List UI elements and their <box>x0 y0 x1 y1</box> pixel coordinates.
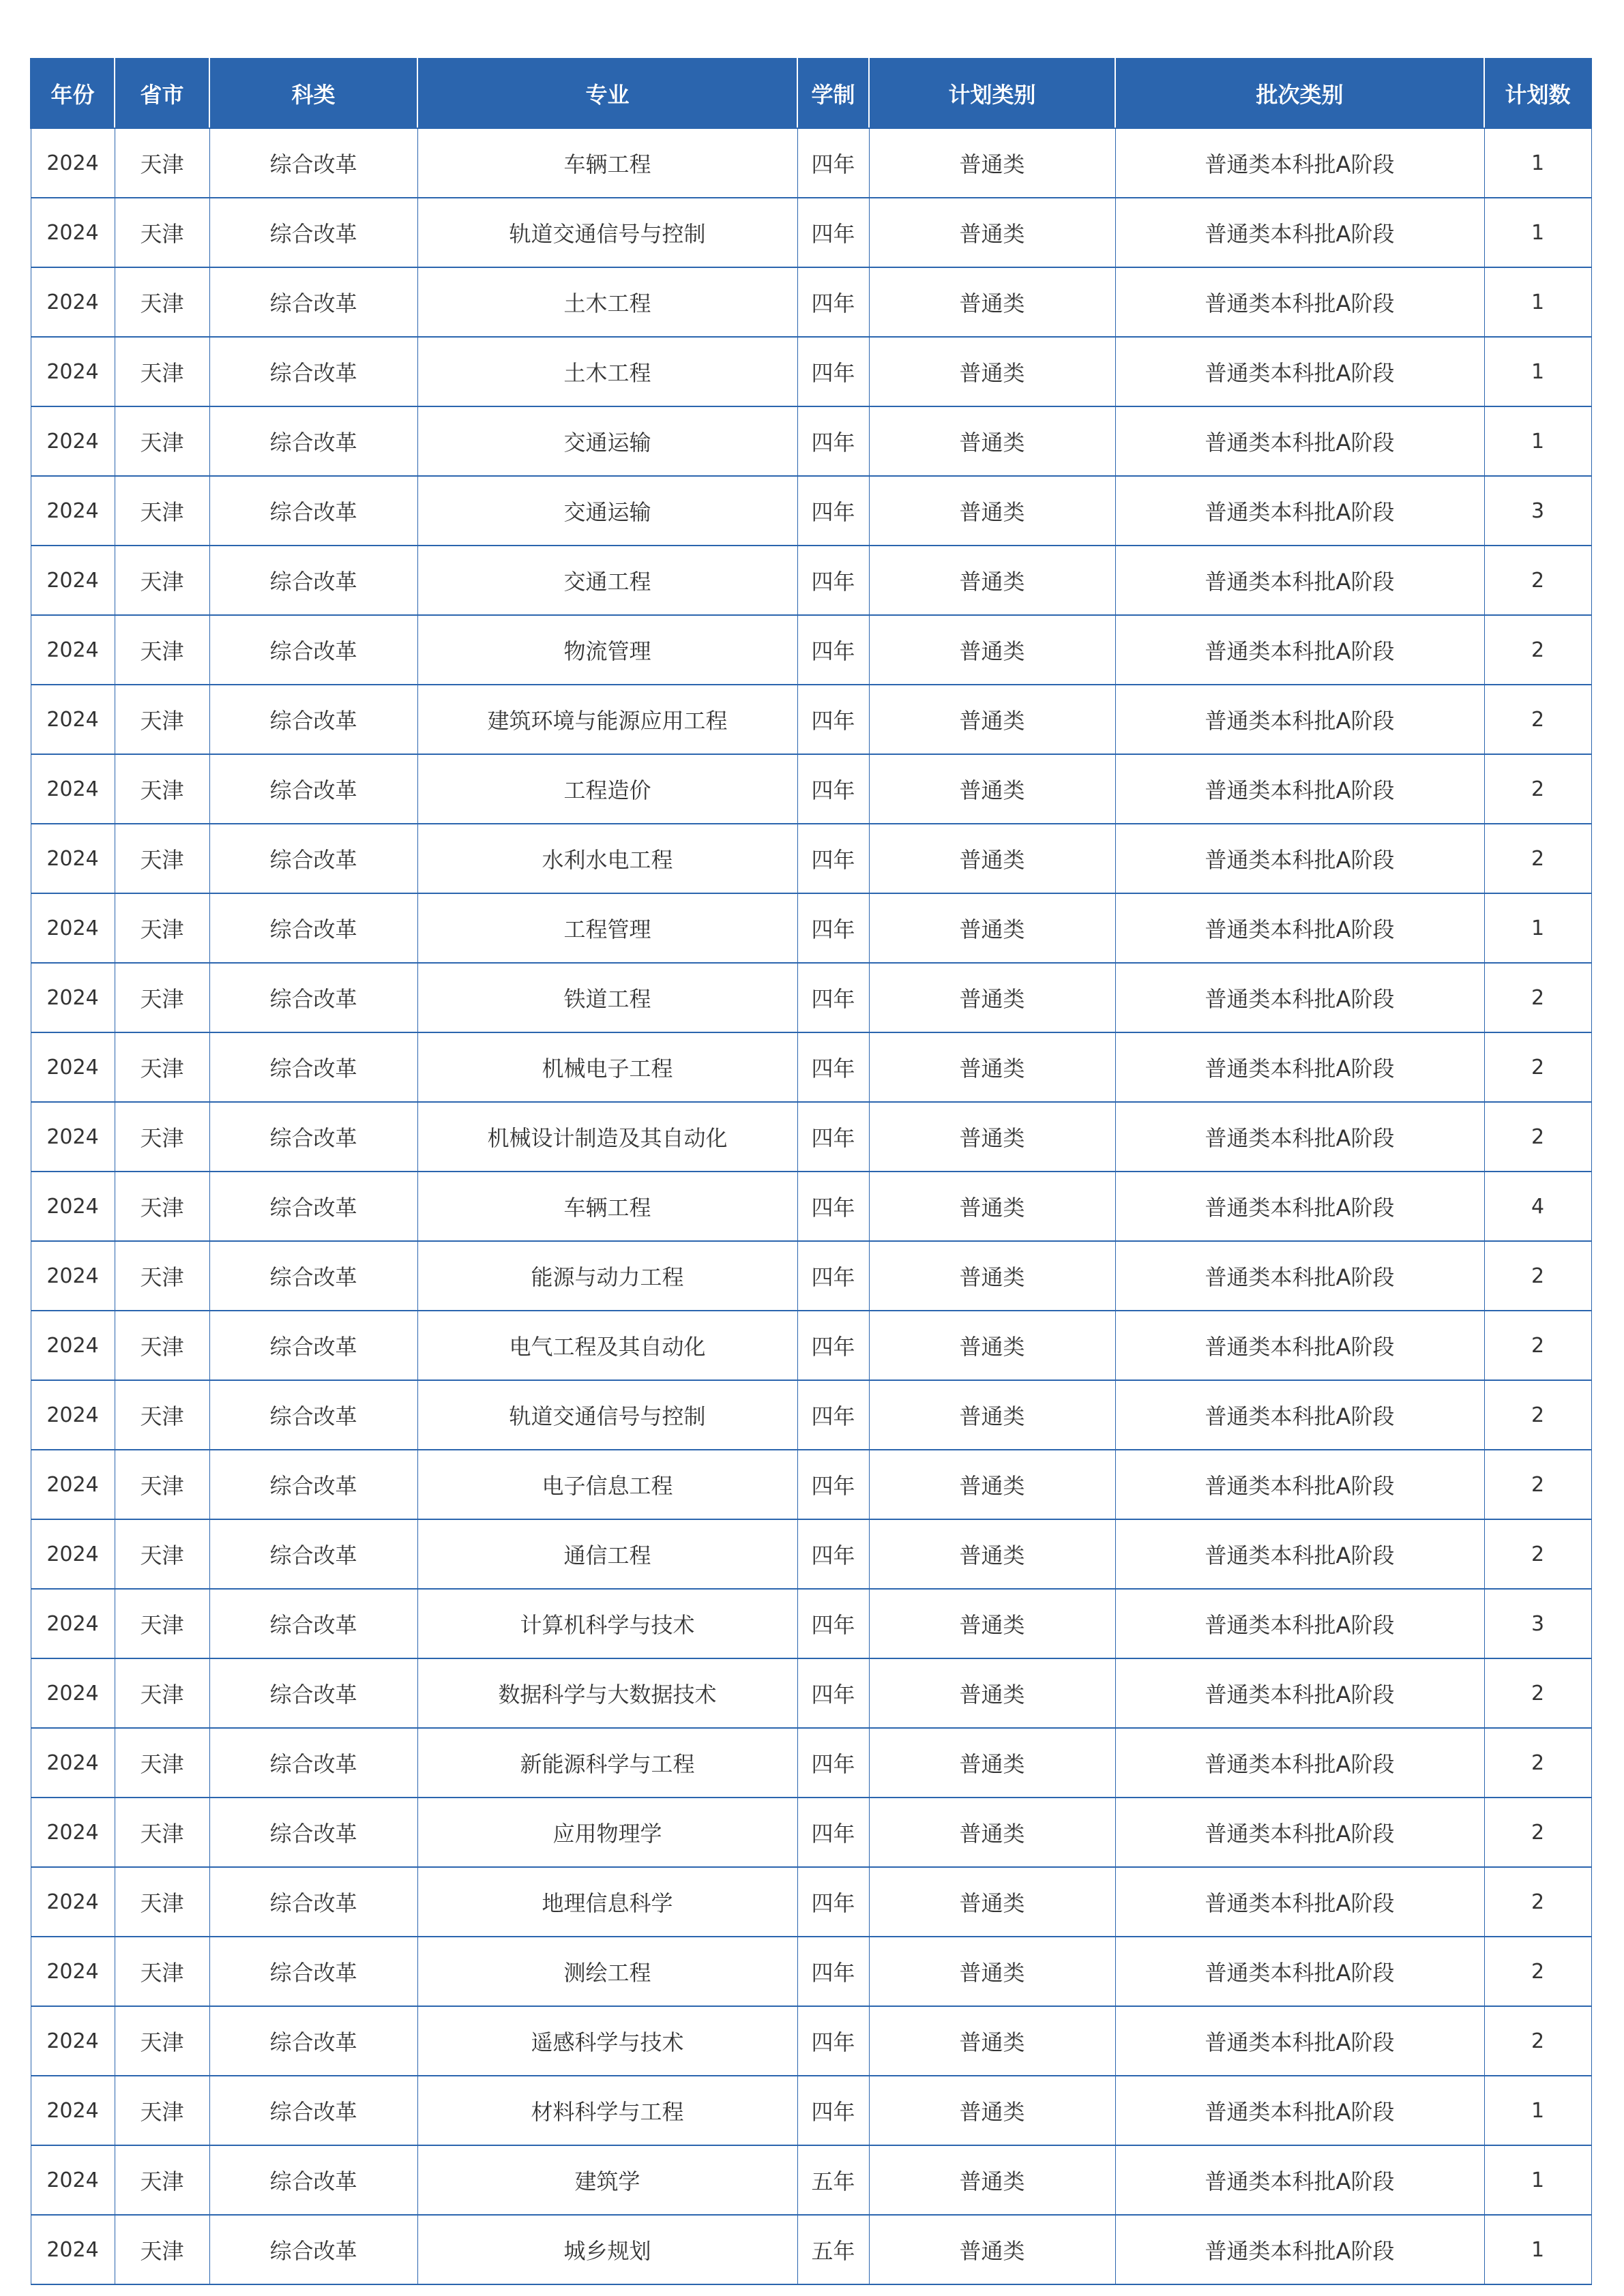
column-header-duration: 学制 <box>797 59 869 128</box>
cell-major: 测绘工程 <box>417 1937 797 2006</box>
cell-province: 天津 <box>115 1798 209 1867</box>
cell-duration: 五年 <box>797 2145 869 2215</box>
cell-subject-type: 综合改革 <box>209 2215 417 2284</box>
cell-major: 电子信息工程 <box>417 1450 797 1519</box>
cell-subject-type: 综合改革 <box>209 267 417 337</box>
cell-plan-type: 普通类 <box>869 2215 1115 2284</box>
cell-plan-count: 1 <box>1484 406 1591 476</box>
table-row <box>31 1311 1591 1380</box>
cell-year: 2024 <box>31 615 115 685</box>
cell-plan-type: 普通类 <box>869 1798 1115 1867</box>
table-row <box>31 1172 1591 1241</box>
cell-batch-type: 普通类本科批A阶段 <box>1115 1867 1484 1937</box>
cell-duration: 四年 <box>797 1102 869 1172</box>
cell-province: 天津 <box>115 128 209 198</box>
cell-plan-count: 2 <box>1484 1519 1591 1589</box>
cell-province: 天津 <box>115 1589 209 1658</box>
cell-duration: 四年 <box>797 1380 869 1450</box>
cell-plan-type: 普通类 <box>869 1450 1115 1519</box>
cell-year: 2024 <box>31 128 115 198</box>
cell-year: 2024 <box>31 1172 115 1241</box>
cell-subject-type: 综合改革 <box>209 1519 417 1589</box>
cell-plan-count: 1 <box>1484 2145 1591 2215</box>
cell-major: 电气工程及其自动化 <box>417 1311 797 1380</box>
cell-plan-type: 普通类 <box>869 963 1115 1032</box>
cell-major: 交通运输 <box>417 406 797 476</box>
cell-duration: 四年 <box>797 615 869 685</box>
cell-province: 天津 <box>115 1519 209 1589</box>
cell-province: 天津 <box>115 824 209 893</box>
cell-duration: 四年 <box>797 1589 869 1658</box>
cell-batch-type: 普通类本科批A阶段 <box>1115 1032 1484 1102</box>
cell-duration: 四年 <box>797 1798 869 1867</box>
cell-year: 2024 <box>31 546 115 615</box>
cell-subject-type: 综合改革 <box>209 963 417 1032</box>
cell-subject-type: 综合改革 <box>209 1241 417 1311</box>
cell-province: 天津 <box>115 1241 209 1311</box>
cell-duration: 四年 <box>797 1241 869 1311</box>
cell-duration: 四年 <box>797 1172 869 1241</box>
cell-plan-type: 普通类 <box>869 893 1115 963</box>
cell-batch-type: 普通类本科批A阶段 <box>1115 685 1484 754</box>
table-row <box>31 406 1591 476</box>
cell-subject-type: 综合改革 <box>209 2006 417 2076</box>
cell-province: 天津 <box>115 267 209 337</box>
cell-plan-count: 4 <box>1484 1172 1591 1241</box>
cell-plan-count: 2 <box>1484 1102 1591 1172</box>
cell-subject-type: 综合改革 <box>209 1937 417 2006</box>
cell-province: 天津 <box>115 963 209 1032</box>
cell-year: 2024 <box>31 1867 115 1937</box>
table-row <box>31 2215 1591 2284</box>
cell-year: 2024 <box>31 1589 115 1658</box>
cell-plan-count: 1 <box>1484 128 1591 198</box>
cell-plan-type: 普通类 <box>869 198 1115 267</box>
cell-plan-count: 2 <box>1484 1450 1591 1519</box>
table-row <box>31 1380 1591 1450</box>
cell-batch-type: 普通类本科批A阶段 <box>1115 476 1484 546</box>
cell-batch-type: 普通类本科批A阶段 <box>1115 1728 1484 1798</box>
cell-province: 天津 <box>115 615 209 685</box>
cell-subject-type: 综合改革 <box>209 685 417 754</box>
cell-subject-type: 综合改革 <box>209 406 417 476</box>
table-row <box>31 824 1591 893</box>
cell-batch-type: 普通类本科批A阶段 <box>1115 1798 1484 1867</box>
cell-year: 2024 <box>31 1658 115 1728</box>
cell-plan-count: 2 <box>1484 963 1591 1032</box>
cell-plan-count: 2 <box>1484 1032 1591 1102</box>
cell-major: 建筑环境与能源应用工程 <box>417 685 797 754</box>
cell-major: 遥感科学与技术 <box>417 2006 797 2076</box>
cell-major: 计算机科学与技术 <box>417 1589 797 1658</box>
cell-year: 2024 <box>31 824 115 893</box>
cell-major: 材料科学与工程 <box>417 2076 797 2145</box>
table-row <box>31 754 1591 824</box>
cell-duration: 五年 <box>797 2215 869 2284</box>
cell-plan-type: 普通类 <box>869 824 1115 893</box>
cell-subject-type: 综合改革 <box>209 1102 417 1172</box>
cell-major: 交通工程 <box>417 546 797 615</box>
table-row <box>31 128 1591 198</box>
cell-subject-type: 综合改革 <box>209 1867 417 1937</box>
cell-year: 2024 <box>31 1519 115 1589</box>
cell-year: 2024 <box>31 1728 115 1798</box>
cell-major: 通信工程 <box>417 1519 797 1589</box>
cell-batch-type: 普通类本科批A阶段 <box>1115 1102 1484 1172</box>
table-row <box>31 2076 1591 2145</box>
column-header-plan-type: 计划类别 <box>869 59 1115 128</box>
cell-major: 物流管理 <box>417 615 797 685</box>
cell-plan-count: 2 <box>1484 1798 1591 1867</box>
cell-batch-type: 普通类本科批A阶段 <box>1115 2076 1484 2145</box>
cell-major: 工程管理 <box>417 893 797 963</box>
cell-subject-type: 综合改革 <box>209 337 417 406</box>
cell-major: 机械设计制造及其自动化 <box>417 1102 797 1172</box>
table-row <box>31 1102 1591 1172</box>
cell-province: 天津 <box>115 893 209 963</box>
cell-province: 天津 <box>115 1380 209 1450</box>
cell-major: 建筑学 <box>417 2145 797 2215</box>
cell-year: 2024 <box>31 1380 115 1450</box>
cell-year: 2024 <box>31 476 115 546</box>
table-row <box>31 1241 1591 1311</box>
cell-major: 工程造价 <box>417 754 797 824</box>
cell-plan-count: 2 <box>1484 1728 1591 1798</box>
cell-plan-type: 普通类 <box>869 1658 1115 1728</box>
cell-duration: 四年 <box>797 2006 869 2076</box>
cell-duration: 四年 <box>797 337 869 406</box>
cell-batch-type: 普通类本科批A阶段 <box>1115 893 1484 963</box>
cell-plan-count: 2 <box>1484 824 1591 893</box>
table-row <box>31 963 1591 1032</box>
cell-batch-type: 普通类本科批A阶段 <box>1115 1450 1484 1519</box>
cell-year: 2024 <box>31 2076 115 2145</box>
cell-province: 天津 <box>115 1172 209 1241</box>
cell-plan-count: 2 <box>1484 1311 1591 1380</box>
cell-duration: 四年 <box>797 963 869 1032</box>
table-row <box>31 893 1591 963</box>
table-row <box>31 1450 1591 1519</box>
cell-batch-type: 普通类本科批A阶段 <box>1115 267 1484 337</box>
cell-year: 2024 <box>31 198 115 267</box>
cell-plan-type: 普通类 <box>869 1380 1115 1450</box>
cell-plan-count: 2 <box>1484 685 1591 754</box>
cell-batch-type: 普通类本科批A阶段 <box>1115 2215 1484 2284</box>
cell-plan-type: 普通类 <box>869 1102 1115 1172</box>
cell-province: 天津 <box>115 476 209 546</box>
cell-year: 2024 <box>31 406 115 476</box>
cell-batch-type: 普通类本科批A阶段 <box>1115 1172 1484 1241</box>
cell-province: 天津 <box>115 546 209 615</box>
cell-major: 车辆工程 <box>417 1172 797 1241</box>
column-header-province: 省市 <box>115 59 209 128</box>
cell-major: 铁道工程 <box>417 963 797 1032</box>
cell-plan-count: 1 <box>1484 2215 1591 2284</box>
cell-duration: 四年 <box>797 128 869 198</box>
cell-duration: 四年 <box>797 685 869 754</box>
table-row <box>31 476 1591 546</box>
cell-batch-type: 普通类本科批A阶段 <box>1115 2145 1484 2215</box>
cell-subject-type: 综合改革 <box>209 1798 417 1867</box>
cell-batch-type: 普通类本科批A阶段 <box>1115 337 1484 406</box>
cell-plan-type: 普通类 <box>869 1589 1115 1658</box>
cell-major: 轨道交通信号与控制 <box>417 1380 797 1450</box>
cell-subject-type: 综合改革 <box>209 615 417 685</box>
cell-province: 天津 <box>115 1450 209 1519</box>
cell-batch-type: 普通类本科批A阶段 <box>1115 1311 1484 1380</box>
cell-province: 天津 <box>115 685 209 754</box>
cell-subject-type: 综合改革 <box>209 2145 417 2215</box>
cell-subject-type: 综合改革 <box>209 1589 417 1658</box>
cell-plan-type: 普通类 <box>869 1519 1115 1589</box>
cell-plan-type: 普通类 <box>869 1867 1115 1937</box>
cell-batch-type: 普通类本科批A阶段 <box>1115 406 1484 476</box>
cell-plan-type: 普通类 <box>869 546 1115 615</box>
cell-batch-type: 普通类本科批A阶段 <box>1115 754 1484 824</box>
cell-year: 2024 <box>31 1311 115 1380</box>
cell-plan-count: 2 <box>1484 2006 1591 2076</box>
cell-province: 天津 <box>115 337 209 406</box>
cell-year: 2024 <box>31 1241 115 1311</box>
cell-year: 2024 <box>31 2145 115 2215</box>
cell-subject-type: 综合改革 <box>209 128 417 198</box>
cell-plan-type: 普通类 <box>869 1311 1115 1380</box>
cell-plan-type: 普通类 <box>869 406 1115 476</box>
cell-province: 天津 <box>115 198 209 267</box>
cell-subject-type: 综合改革 <box>209 476 417 546</box>
cell-plan-type: 普通类 <box>869 1172 1115 1241</box>
column-header-subject-type: 科类 <box>209 59 417 128</box>
cell-subject-type: 综合改革 <box>209 824 417 893</box>
cell-plan-type: 普通类 <box>869 754 1115 824</box>
cell-batch-type: 普通类本科批A阶段 <box>1115 963 1484 1032</box>
cell-plan-count: 2 <box>1484 1658 1591 1728</box>
cell-province: 天津 <box>115 1867 209 1937</box>
cell-major: 数据科学与大数据技术 <box>417 1658 797 1728</box>
table-row <box>31 1937 1591 2006</box>
cell-plan-count: 2 <box>1484 1867 1591 1937</box>
cell-plan-count: 1 <box>1484 267 1591 337</box>
cell-duration: 四年 <box>797 1937 869 2006</box>
cell-year: 2024 <box>31 337 115 406</box>
cell-province: 天津 <box>115 1658 209 1728</box>
cell-plan-count: 1 <box>1484 198 1591 267</box>
table-row <box>31 198 1591 267</box>
cell-major: 土木工程 <box>417 267 797 337</box>
column-header-batch-type: 批次类别 <box>1115 59 1484 128</box>
cell-plan-type: 普通类 <box>869 476 1115 546</box>
cell-plan-type: 普通类 <box>869 1937 1115 2006</box>
cell-subject-type: 综合改革 <box>209 893 417 963</box>
cell-province: 天津 <box>115 1032 209 1102</box>
table-row <box>31 1798 1591 1867</box>
cell-plan-count: 2 <box>1484 754 1591 824</box>
cell-duration: 四年 <box>797 406 869 476</box>
cell-major: 应用物理学 <box>417 1798 797 1867</box>
table-row <box>31 2006 1591 2076</box>
cell-subject-type: 综合改革 <box>209 1032 417 1102</box>
cell-province: 天津 <box>115 2215 209 2284</box>
table-body <box>31 128 1591 2284</box>
cell-major: 地理信息科学 <box>417 1867 797 1937</box>
cell-duration: 四年 <box>797 546 869 615</box>
cell-year: 2024 <box>31 2006 115 2076</box>
cell-subject-type: 综合改革 <box>209 1728 417 1798</box>
cell-major: 土木工程 <box>417 337 797 406</box>
table-row <box>31 337 1591 406</box>
cell-batch-type: 普通类本科批A阶段 <box>1115 615 1484 685</box>
cell-year: 2024 <box>31 685 115 754</box>
cell-plan-count: 2 <box>1484 615 1591 685</box>
cell-major: 交通运输 <box>417 476 797 546</box>
table-row <box>31 546 1591 615</box>
cell-batch-type: 普通类本科批A阶段 <box>1115 1519 1484 1589</box>
cell-batch-type: 普通类本科批A阶段 <box>1115 1658 1484 1728</box>
cell-batch-type: 普通类本科批A阶段 <box>1115 2006 1484 2076</box>
cell-duration: 四年 <box>797 1311 869 1380</box>
cell-plan-count: 1 <box>1484 893 1591 963</box>
cell-year: 2024 <box>31 2215 115 2284</box>
column-header-plan-count: 计划数 <box>1484 59 1591 128</box>
cell-plan-count: 3 <box>1484 476 1591 546</box>
cell-subject-type: 综合改革 <box>209 1380 417 1450</box>
cell-duration: 四年 <box>797 267 869 337</box>
cell-province: 天津 <box>115 2145 209 2215</box>
cell-plan-count: 1 <box>1484 337 1591 406</box>
cell-plan-type: 普通类 <box>869 615 1115 685</box>
cell-major: 水利水电工程 <box>417 824 797 893</box>
cell-subject-type: 综合改革 <box>209 1172 417 1241</box>
cell-province: 天津 <box>115 1311 209 1380</box>
cell-batch-type: 普通类本科批A阶段 <box>1115 198 1484 267</box>
table-row <box>31 267 1591 337</box>
column-header-year: 年份 <box>31 59 115 128</box>
cell-major: 能源与动力工程 <box>417 1241 797 1311</box>
cell-subject-type: 综合改革 <box>209 1311 417 1380</box>
cell-batch-type: 普通类本科批A阶段 <box>1115 128 1484 198</box>
cell-major: 机械电子工程 <box>417 1032 797 1102</box>
cell-major: 新能源科学与工程 <box>417 1728 797 1798</box>
cell-duration: 四年 <box>797 1519 869 1589</box>
cell-year: 2024 <box>31 963 115 1032</box>
cell-subject-type: 综合改革 <box>209 2076 417 2145</box>
cell-duration: 四年 <box>797 754 869 824</box>
cell-subject-type: 综合改革 <box>209 1450 417 1519</box>
cell-batch-type: 普通类本科批A阶段 <box>1115 1241 1484 1311</box>
cell-province: 天津 <box>115 1728 209 1798</box>
cell-year: 2024 <box>31 1798 115 1867</box>
cell-plan-type: 普通类 <box>869 267 1115 337</box>
cell-plan-type: 普通类 <box>869 2076 1115 2145</box>
cell-province: 天津 <box>115 2006 209 2076</box>
cell-duration: 四年 <box>797 1658 869 1728</box>
cell-duration: 四年 <box>797 476 869 546</box>
cell-duration: 四年 <box>797 1728 869 1798</box>
cell-province: 天津 <box>115 2076 209 2145</box>
table-row <box>31 1032 1591 1102</box>
cell-province: 天津 <box>115 406 209 476</box>
cell-plan-type: 普通类 <box>869 2145 1115 2215</box>
cell-year: 2024 <box>31 1032 115 1102</box>
table-row <box>31 1519 1591 1589</box>
cell-major: 车辆工程 <box>417 128 797 198</box>
cell-plan-count: 2 <box>1484 1241 1591 1311</box>
cell-province: 天津 <box>115 1937 209 2006</box>
cell-major: 城乡规划 <box>417 2215 797 2284</box>
cell-batch-type: 普通类本科批A阶段 <box>1115 1380 1484 1450</box>
cell-plan-count: 2 <box>1484 546 1591 615</box>
column-header-major: 专业 <box>417 59 797 128</box>
cell-plan-type: 普通类 <box>869 337 1115 406</box>
cell-year: 2024 <box>31 754 115 824</box>
table-row <box>31 2145 1591 2215</box>
table-header-row <box>31 59 1591 128</box>
cell-province: 天津 <box>115 1102 209 1172</box>
cell-plan-count: 1 <box>1484 2076 1591 2145</box>
cell-subject-type: 综合改革 <box>209 546 417 615</box>
cell-subject-type: 综合改革 <box>209 754 417 824</box>
cell-duration: 四年 <box>797 2076 869 2145</box>
cell-plan-type: 普通类 <box>869 128 1115 198</box>
cell-batch-type: 普通类本科批A阶段 <box>1115 1589 1484 1658</box>
cell-subject-type: 综合改革 <box>209 1658 417 1728</box>
cell-duration: 四年 <box>797 1450 869 1519</box>
cell-year: 2024 <box>31 1102 115 1172</box>
cell-province: 天津 <box>115 754 209 824</box>
cell-duration: 四年 <box>797 824 869 893</box>
table-row <box>31 685 1591 754</box>
cell-year: 2024 <box>31 1450 115 1519</box>
cell-batch-type: 普通类本科批A阶段 <box>1115 824 1484 893</box>
cell-duration: 四年 <box>797 1867 869 1937</box>
cell-plan-count: 3 <box>1484 1589 1591 1658</box>
table-row <box>31 1658 1591 1728</box>
enrollment-plan-table <box>30 58 1592 2285</box>
cell-subject-type: 综合改革 <box>209 198 417 267</box>
cell-year: 2024 <box>31 1937 115 2006</box>
cell-plan-type: 普通类 <box>869 685 1115 754</box>
cell-year: 2024 <box>31 267 115 337</box>
table-row <box>31 1728 1591 1798</box>
cell-batch-type: 普通类本科批A阶段 <box>1115 546 1484 615</box>
cell-plan-type: 普通类 <box>869 2006 1115 2076</box>
table-row <box>31 1867 1591 1937</box>
cell-duration: 四年 <box>797 1032 869 1102</box>
table-row <box>31 615 1591 685</box>
cell-duration: 四年 <box>797 198 869 267</box>
cell-plan-count: 2 <box>1484 1937 1591 2006</box>
cell-plan-type: 普通类 <box>869 1728 1115 1798</box>
cell-plan-type: 普通类 <box>869 1241 1115 1311</box>
table-row <box>31 1589 1591 1658</box>
cell-duration: 四年 <box>797 893 869 963</box>
cell-major: 轨道交通信号与控制 <box>417 198 797 267</box>
cell-plan-type: 普通类 <box>869 1032 1115 1102</box>
cell-plan-count: 2 <box>1484 1380 1591 1450</box>
cell-year: 2024 <box>31 893 115 963</box>
cell-batch-type: 普通类本科批A阶段 <box>1115 1937 1484 2006</box>
